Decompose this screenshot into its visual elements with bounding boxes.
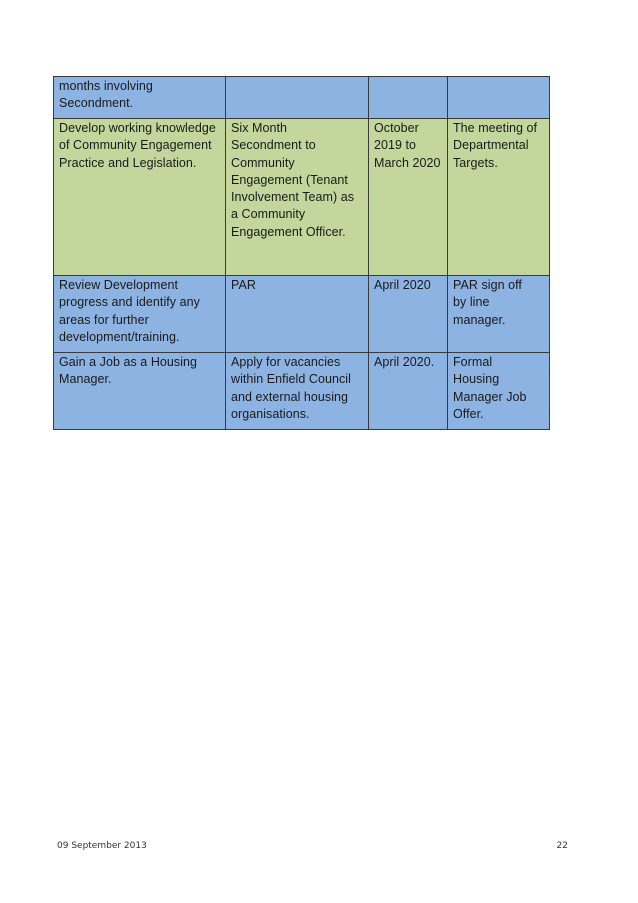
- activity-cell: Apply for vacancies within Enfield Council and external housing organisations.: [226, 353, 369, 430]
- footer-date: 09 September 2013: [57, 841, 147, 851]
- outcome-cell: The meeting of Departmental Targets.: [448, 119, 550, 276]
- timescale-cell: [369, 77, 448, 119]
- table-row: [54, 77, 550, 119]
- timescale-cell: April 2020.: [369, 353, 448, 430]
- objective-cell: months involving Secondment.: [54, 77, 226, 119]
- timescale-cell: October 2019 to March 2020: [369, 119, 448, 276]
- outcome-cell: PAR sign off by line manager.: [448, 276, 550, 353]
- activity-cell: Six Month Secondment to Community Engagement (Tenant Involvement Team) as a Community Engagement Officer.: [226, 119, 369, 276]
- table-row: [54, 119, 550, 276]
- activity-cell: [226, 77, 369, 119]
- table-row: [54, 276, 550, 353]
- outcome-cell: [448, 77, 550, 119]
- outcome-cell: Formal Housing Manager Job Offer.: [448, 353, 550, 430]
- objective-cell: Gain a Job as a Housing Manager.: [54, 353, 226, 430]
- footer-page-number: 22: [556, 841, 568, 851]
- development-plan-table: [53, 76, 550, 430]
- objective-cell: Review Development progress and identify any areas for further development/training.: [54, 276, 226, 353]
- table-row: [54, 353, 550, 430]
- objective-cell: Develop working knowledge of Community Engagement Practice and Legislation.: [54, 119, 226, 276]
- activity-cell: PAR: [226, 276, 369, 353]
- timescale-cell: April 2020: [369, 276, 448, 353]
